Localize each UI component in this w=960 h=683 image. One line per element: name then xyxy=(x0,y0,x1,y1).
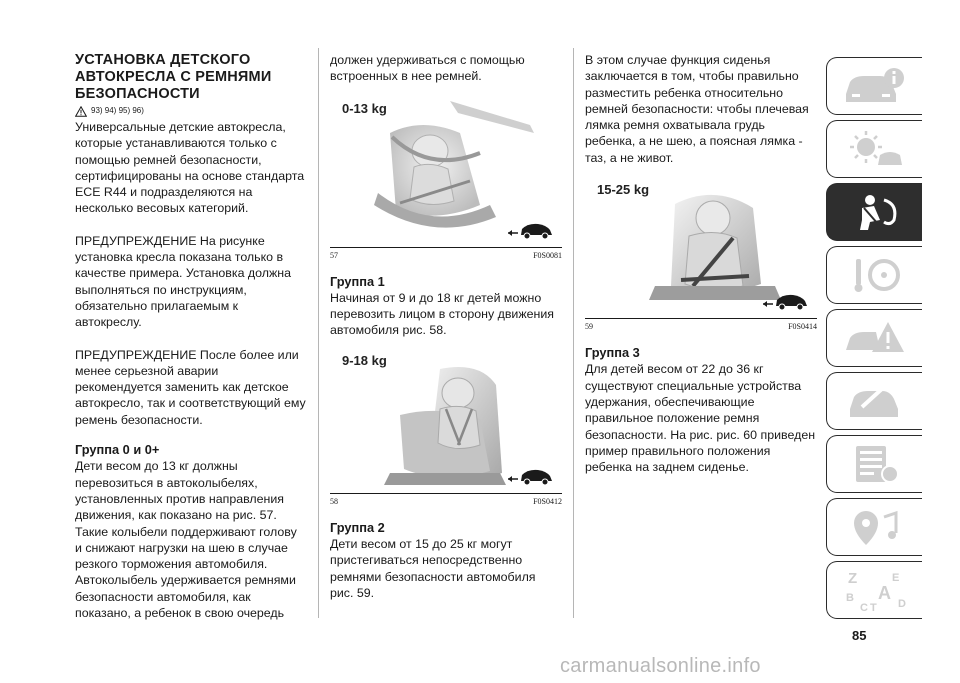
column-divider-1 xyxy=(318,48,319,618)
tab-seat-airbag[interactable] xyxy=(826,183,922,241)
group3-heading: Группа 3 xyxy=(585,345,640,361)
car-info-icon xyxy=(840,64,910,108)
tab-maintenance[interactable] xyxy=(826,372,922,430)
media-navigation-icon xyxy=(840,505,910,549)
tab-specifications[interactable] xyxy=(826,435,922,493)
continued-paragraph: В этом случае функция сиденья заключается в том, чтобы правильно разместить ребенка относительно ремней безопасности: чтобы плечевая лямка ремня охватывала грудь ребенка, а не шею, а поясная лямка - таз, а не живот. xyxy=(585,53,809,165)
warning-triangle-icon xyxy=(75,106,87,117)
group2-heading: Группа 2 xyxy=(330,519,385,535)
warning-paragraph-1: ПРЕДУПРЕЖДЕНИЕ На рисунке установка кресла показана только в качестве примера. Установка должна выполняться по инструкциям, обязательно прилагаемым к автокреслу. xyxy=(75,233,292,330)
wrench-car-icon xyxy=(840,379,910,423)
tab-emergency[interactable] xyxy=(826,309,922,367)
alphabet-index-icon xyxy=(840,567,910,613)
tab-dashboard-lights[interactable] xyxy=(826,120,922,178)
watermark: carmanualsonline.info xyxy=(560,655,761,677)
alphabet-letter: A xyxy=(877,583,891,603)
fig58-caption xyxy=(330,497,562,506)
fig58-code: F0S0412 xyxy=(533,496,562,506)
warning-ref-numbers: 93) 94) 95) 96) xyxy=(91,106,144,115)
fig59-number: 59 xyxy=(585,322,593,332)
column-divider-2 xyxy=(573,48,574,618)
title-line-2: АВТОКРЕСЛА С РЕМНЯМИ xyxy=(75,69,272,85)
group1-heading: Группа 1 xyxy=(330,273,385,289)
continued-paragraph: должен удерживаться с помощью встроенных в нее ремней. xyxy=(330,53,525,84)
column-3 xyxy=(585,52,817,475)
dashboard-lights-icon xyxy=(840,127,910,171)
fig59-caption xyxy=(585,322,817,331)
car-direction-icon xyxy=(508,467,554,487)
column-2 xyxy=(330,52,562,601)
fig58-weight-label: 9-18 kg xyxy=(342,352,387,368)
group2-paragraph: Дети весом от 15 до 25 кг могут пристегиваться непосредственно ремнями безопасности автомобиля рис. 59. xyxy=(330,537,536,600)
car-direction-icon xyxy=(763,292,809,312)
car-direction-icon xyxy=(508,221,554,241)
section-title xyxy=(75,52,307,103)
column-1 xyxy=(75,52,307,621)
seat-airbag-icon xyxy=(840,190,910,234)
key-steering-icon xyxy=(840,253,910,297)
alphabet-letter: T xyxy=(869,602,877,613)
group0-paragraph: Дети весом до 13 кг должны перевозиться в автоколыбелях, установленных против направления движения, как показано на рис. 57. Такие колыбели поддерживают голову и снижают нагрузки на шею в случае резкого торможения автомобиля. Автоколыбель удерживается ремнями безопасности автомобиля, как показано, а ребенок в свою очередь xyxy=(75,459,297,621)
tab-car-info[interactable] xyxy=(826,57,922,115)
fig58-number: 58 xyxy=(330,496,338,506)
alphabet-letter: C xyxy=(859,602,868,613)
fig59-code: F0S0414 xyxy=(788,322,817,332)
group3-paragraph: Для детей весом от 22 до 36 кг существуют специальные устройства удержания, обеспечивающие правильное положение ремня безопасности. На рис. рис. 60 приведен пример правильного положения ребенка на заднем сиденье. xyxy=(585,362,816,475)
figure-58 xyxy=(330,345,562,494)
tab-multimedia[interactable] xyxy=(826,498,922,556)
specs-list-icon xyxy=(840,442,910,486)
fig59-weight-label: 15-25 kg xyxy=(597,182,650,198)
warning-paragraph-2: ПРЕДУПРЕЖДЕНИЕ После более или менее серьезной аварии рекомендуется заменить как детское автокресло, так и соответствующий ему ремень безопасности. xyxy=(75,347,306,427)
alphabet-letter: B xyxy=(845,592,854,604)
warning-references xyxy=(75,105,307,117)
figure-57 xyxy=(330,93,562,248)
page-number: 85 xyxy=(852,628,867,643)
alphabet-letter: Z xyxy=(847,570,857,587)
figure-59 xyxy=(585,174,817,319)
fig57-number: 57 xyxy=(330,250,338,260)
title-line-3: БЕЗОПАСНОСТИ xyxy=(75,86,200,102)
group0-heading: Группа 0 и 0+ xyxy=(75,442,160,458)
intro-paragraph: Универсальные детские автокресла, которые устанавливаются только с помощью ремней безопасности, сертифицированы на основе стандарта ECE R44 и подразделяются на несколько весовых категорий. xyxy=(75,120,305,216)
alphabet-letter: D xyxy=(897,598,906,610)
tab-key-steering[interactable] xyxy=(826,246,922,304)
tab-alphabetical-index[interactable] xyxy=(826,561,922,619)
fig57-caption xyxy=(330,251,562,260)
title-line-1: УСТАНОВКА ДЕТСКОГО xyxy=(75,52,251,68)
chapter-tabs xyxy=(826,57,924,624)
alphabet-letter: E xyxy=(891,572,899,584)
group1-paragraph: Начиная от 9 и до 18 кг детей можно перевозить лицом в сторону движения автомобиля рис. 58. xyxy=(330,290,555,338)
fig57-code: F0S0081 xyxy=(533,250,562,260)
fig57-weight-label: 0-13 kg xyxy=(342,100,387,116)
warning-triangle-icon xyxy=(840,316,910,360)
